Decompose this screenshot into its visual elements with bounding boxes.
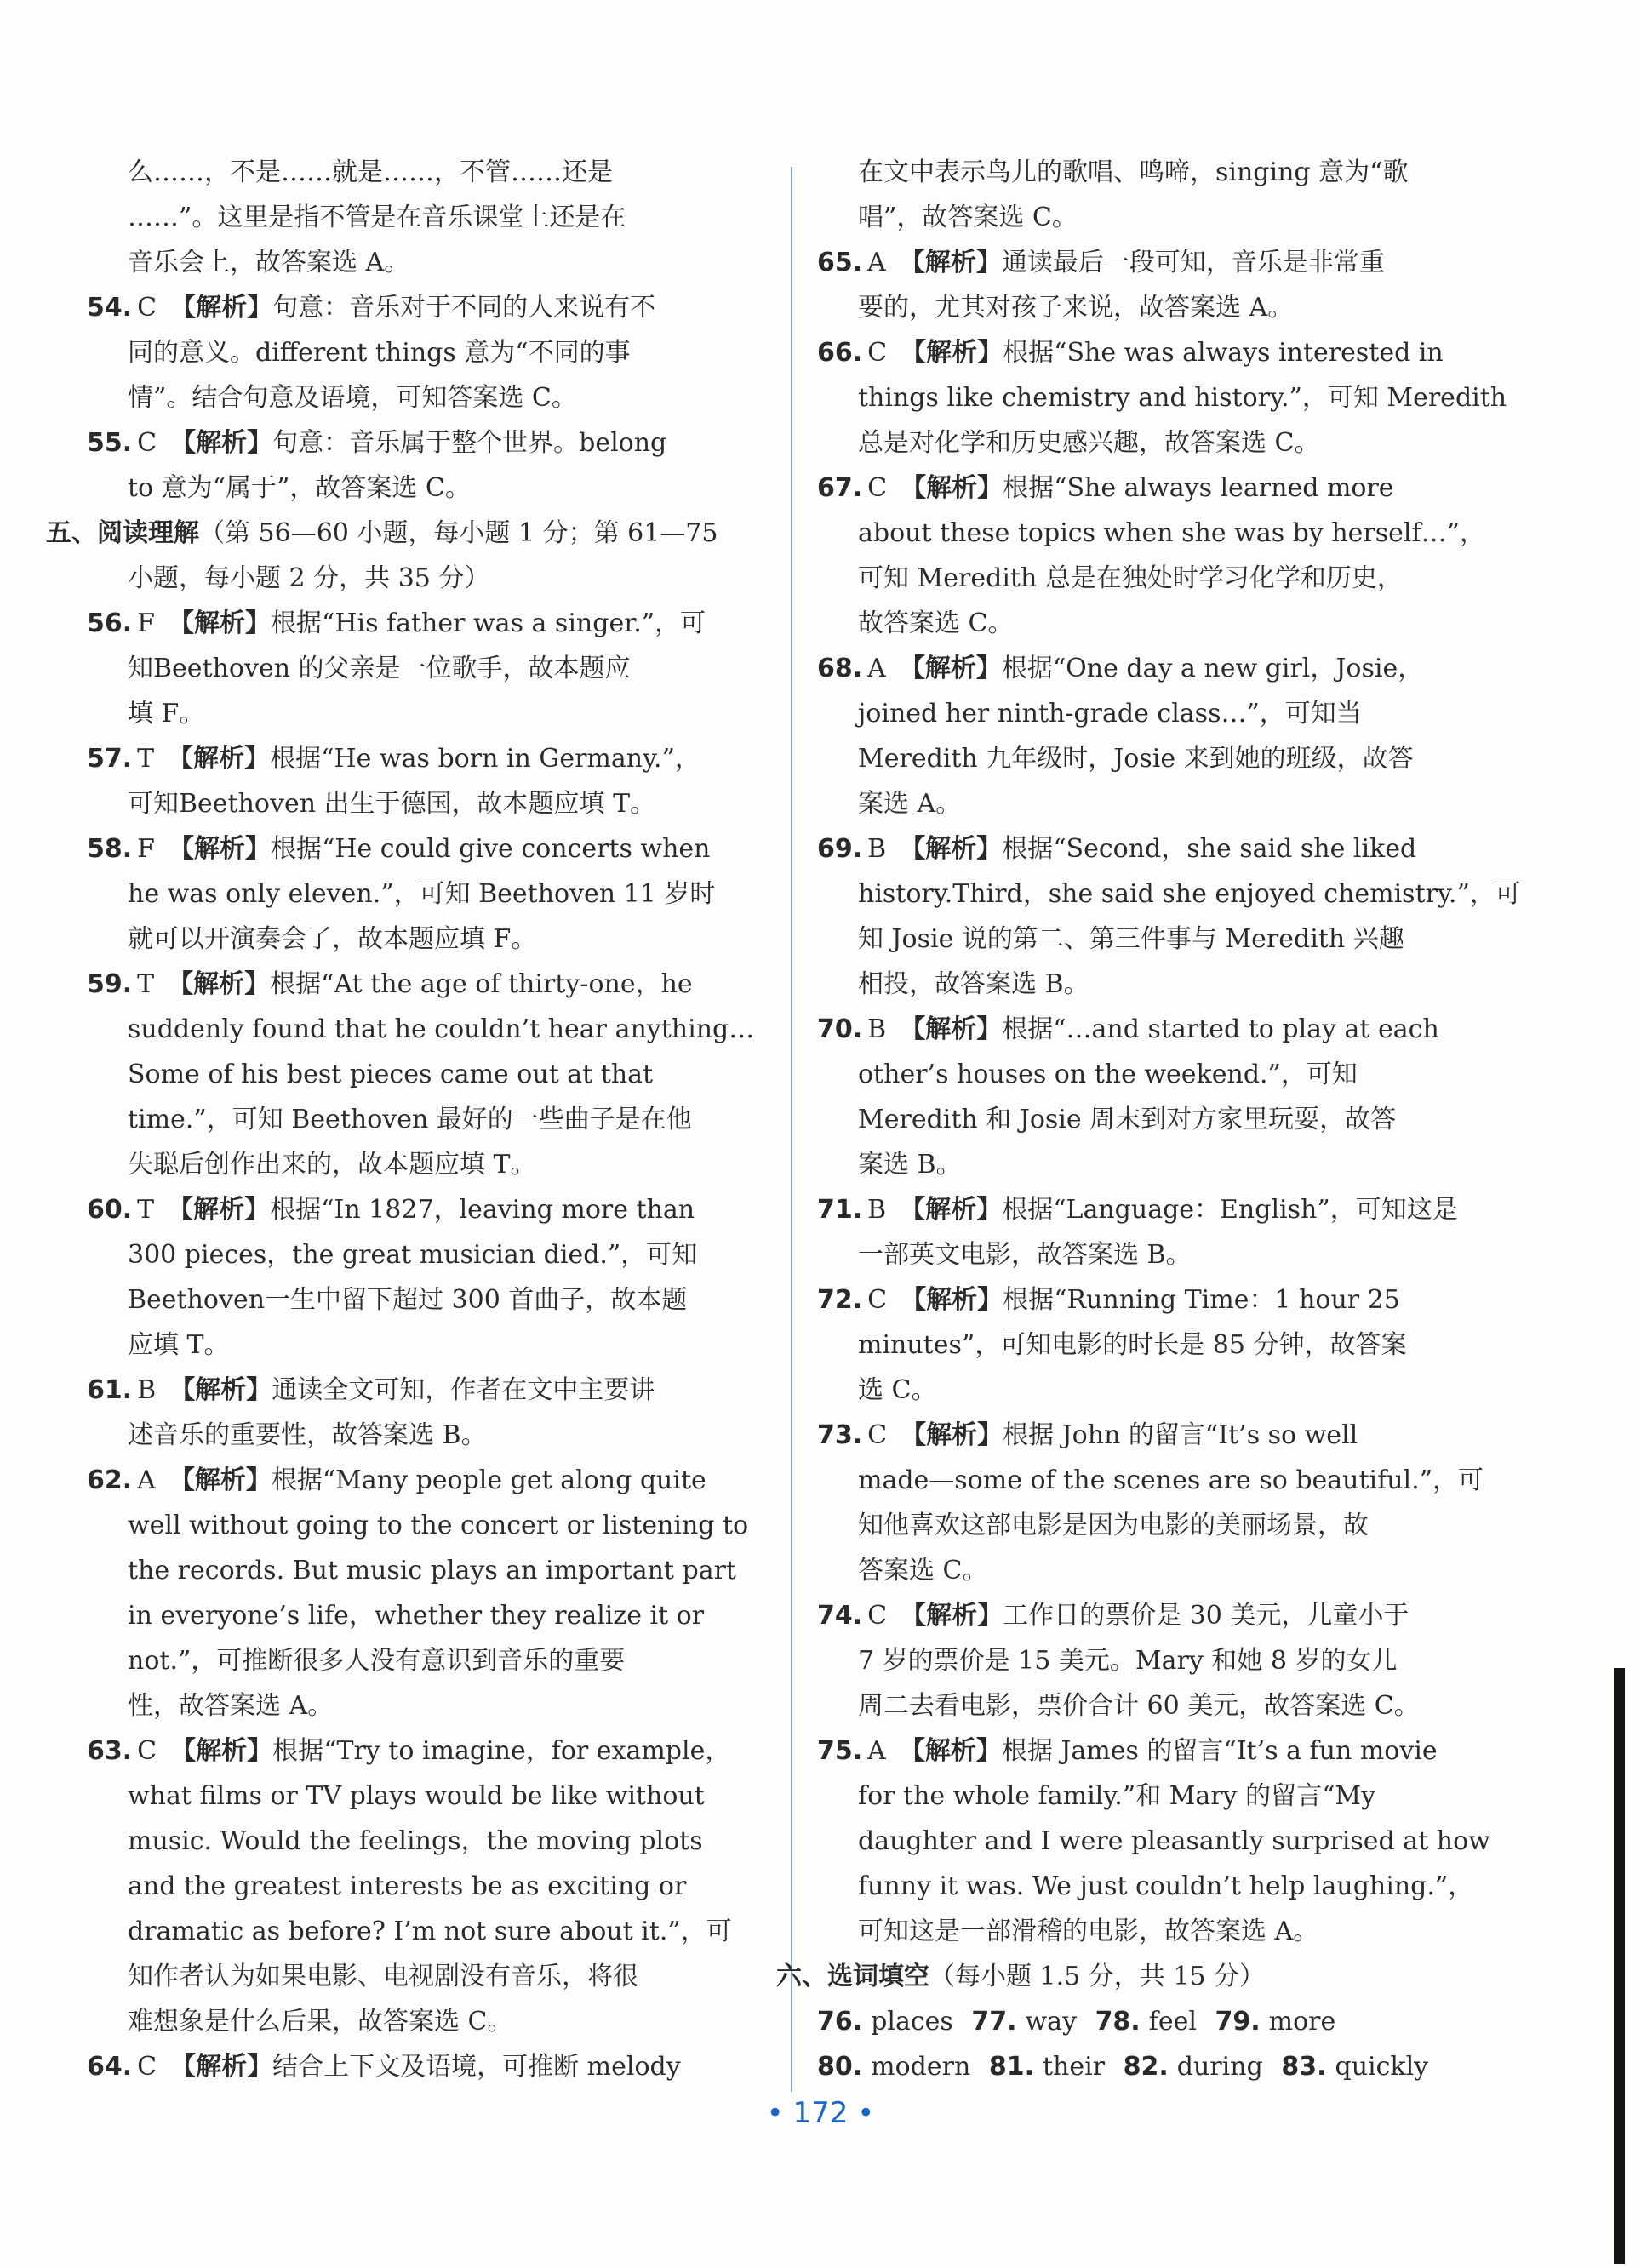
- answer-letter: B: [867, 834, 887, 864]
- text-line: 同的意义。different things 意为“不同的事: [128, 338, 631, 368]
- answer-item: [817, 1413, 1484, 1593]
- analysis-tag: 【解析】: [168, 969, 271, 999]
- text-line: 在文中表示鸟儿的歌唱、鸣啼，singing 意为“歌: [858, 157, 1409, 187]
- analysis-text: 根据“Language：English”，可知这是: [1002, 1195, 1458, 1225]
- section-title: 五、阅读理解: [46, 518, 199, 548]
- answer-item: [817, 330, 1507, 466]
- vocab-answers-row: [817, 2044, 1454, 2089]
- text-line: to 意为“属于”，故答案选 C。: [128, 473, 471, 503]
- answer-item: [87, 736, 762, 826]
- answer-first-line: [817, 240, 1454, 285]
- text-line: 选 C。: [858, 1375, 937, 1405]
- text-line: 知他喜欢这部电影是因为电影的美丽场景，故: [858, 1511, 1369, 1540]
- item-number: 73.: [817, 1420, 863, 1450]
- analysis-tag: 【解析】: [170, 428, 273, 458]
- item-number: 57.: [87, 744, 133, 774]
- vocab-line: [817, 1999, 1454, 2044]
- answer-item: [817, 466, 1485, 646]
- text-line: 填 F。: [128, 699, 205, 728]
- text-line: Meredith 和 Josie 周末到对方家里玩耍，故答: [858, 1105, 1397, 1134]
- section-first-line: [46, 511, 762, 556]
- bullet-left: •: [766, 2096, 784, 2130]
- vocab-word: during: [1176, 2052, 1263, 2082]
- answer-first-line: [87, 962, 762, 1007]
- text-line: 难想象是什么后果，故答案选 C。: [128, 2007, 513, 2037]
- section-note: （第 56—60 小题，每小题 1 分；第 61—75: [199, 518, 718, 548]
- answer-letter: T: [137, 969, 155, 999]
- answer-first-line: [817, 1413, 1454, 1458]
- analysis-text: 根据“She was always interested in: [1003, 338, 1444, 368]
- text-line: Some of his best pieces came out at that: [128, 1060, 654, 1089]
- text-line: 可知Beethoven 出生于德国，故本题应填 T。: [128, 789, 656, 819]
- answer-letter: A: [867, 248, 886, 277]
- answer-item: [87, 285, 762, 420]
- answer-first-line: [87, 2044, 762, 2089]
- answer-item: [817, 1187, 1458, 1277]
- text-line: 应填 T。: [128, 1330, 230, 1360]
- item-number: 71.: [817, 1195, 863, 1225]
- text-line: 7 岁的票价是 15 美元。Mary 和她 8 岁的女儿: [858, 1646, 1398, 1676]
- answer-letter: A: [137, 1465, 156, 1495]
- vocab-word: quickly: [1335, 2052, 1429, 2082]
- text-line: well without going to the concert or listening to: [128, 1511, 749, 1540]
- answer-first-line: [87, 826, 762, 871]
- text-line: 情”。结合句意及语境，可知答案选 C。: [128, 383, 577, 413]
- answer-letter: C: [137, 2052, 157, 2082]
- text-line: in everyone’s life，whether they realize it or: [128, 1601, 705, 1631]
- analysis-tag: 【解析】: [170, 2052, 273, 2082]
- answer-item: [87, 962, 762, 1187]
- analysis-tag: 【解析】: [900, 834, 1003, 864]
- answer-letter: F: [137, 608, 155, 638]
- text-line: about these topics when she was by herself…”，: [858, 518, 1485, 548]
- vocab-word: places: [871, 2007, 953, 2037]
- text-line: what films or TV plays would be like without: [128, 1781, 705, 1811]
- text-line: 知作者认为如果电影、电视剧没有音乐，将很: [128, 1962, 638, 1991]
- answer-letter: C: [867, 1601, 888, 1631]
- text-line: 答案选 C。: [858, 1556, 988, 1585]
- answer-item: [87, 601, 762, 736]
- answer-item: [817, 240, 1454, 330]
- analysis-text: 根据“He was born in Germany.”，: [270, 744, 700, 774]
- answer-letter: F: [137, 834, 155, 864]
- analysis-tag: 【解析】: [900, 1195, 1003, 1225]
- answer-first-line: [817, 1187, 1458, 1232]
- answer-letter: C: [867, 1285, 888, 1315]
- analysis-text: 句意：音乐对于不同的人来说有不: [272, 293, 656, 323]
- text-line: 案选 B。: [858, 1150, 962, 1180]
- page-number: [0, 2096, 1641, 2130]
- analysis-tag: 【解析】: [170, 293, 273, 323]
- text-line: minutes”，可知电影的时长是 85 分钟，故答案: [858, 1330, 1407, 1360]
- answer-letter: C: [867, 338, 888, 368]
- item-number: 70.: [817, 1014, 863, 1044]
- answer-first-line: [87, 1728, 762, 1774]
- answer-letter: B: [867, 1014, 887, 1044]
- analysis-tag: 【解析】: [899, 654, 1002, 683]
- section-title: 六、选词填空: [776, 1962, 929, 1991]
- item-number: 67.: [817, 473, 863, 503]
- answer-first-line: [817, 1007, 1454, 1052]
- answer-item: [817, 646, 1454, 826]
- vocab-line: [817, 2044, 1454, 2089]
- page-number-value: 172: [792, 2096, 849, 2130]
- answer-first-line: [817, 466, 1454, 511]
- answer-first-line: [817, 1277, 1454, 1323]
- vocab-word: more: [1268, 2007, 1336, 2037]
- answer-first-line: [87, 1368, 762, 1413]
- answer-letter: C: [867, 473, 888, 503]
- answer-item: [87, 1728, 762, 2044]
- text-line: music. Would the feelings，the moving plots: [128, 1826, 703, 1856]
- section-note: （每小题 1.5 分，共 15 分）: [929, 1962, 1266, 1991]
- item-number: 58.: [87, 834, 133, 864]
- text-line: and the greatest interests be as exciting or: [128, 1871, 687, 1901]
- text-line: the records. But music plays an important part: [128, 1556, 736, 1585]
- section-heading: [46, 511, 762, 601]
- vocab-word: their: [1043, 2052, 1106, 2082]
- answer-item: [817, 826, 1521, 1007]
- answer-first-line: [87, 601, 762, 646]
- analysis-tag: 【解析】: [899, 1736, 1002, 1766]
- answer-item: [87, 1187, 762, 1368]
- item-number: 62.: [87, 1465, 133, 1495]
- answer-item: [87, 1368, 762, 1458]
- section-heading: [776, 1954, 1454, 1999]
- answer-item: [817, 1007, 1454, 1187]
- text-line: joined her ninth-grade class…”，可知当: [858, 699, 1362, 728]
- item-number: 74.: [817, 1601, 863, 1631]
- scan-edge-shadow: [1614, 1668, 1625, 2264]
- analysis-text: 结合上下文及语境，可推断 melody: [272, 2052, 681, 2082]
- answer-first-line: [817, 1728, 1454, 1774]
- answer-letter: C: [137, 428, 157, 458]
- answer-letter: A: [867, 1736, 886, 1766]
- analysis-tag: 【解析】: [899, 248, 1002, 277]
- vocab-number: 80.: [817, 2052, 863, 2082]
- text-line: Beethoven一生中留下超过 300 首曲子，故本题: [128, 1285, 688, 1315]
- answer-letter: A: [867, 654, 886, 683]
- analysis-tag: 【解析】: [901, 473, 1003, 503]
- text-line: 可知 Meredith 总是在独处时学习化学和历史，: [858, 563, 1403, 593]
- text-line: 总是对化学和历史感兴趣，故答案选 C。: [858, 428, 1320, 458]
- text-line: 失聪后创作出来的，故本题应填 T。: [128, 1150, 536, 1180]
- analysis-tag: 【解析】: [901, 338, 1003, 368]
- analysis-text: 根据“In 1827，leaving more than: [270, 1195, 695, 1225]
- analysis-text: 工作日的票价是 30 美元，儿童小于: [1003, 1601, 1409, 1631]
- vocab-number: 78.: [1095, 2007, 1141, 2037]
- text-line: 知Beethoven 的父亲是一位歌手，故本题应: [128, 654, 631, 683]
- text-line: 周二去看电影，票价合计 60 美元，故答案选 C。: [858, 1691, 1420, 1721]
- continued-text: [858, 150, 1454, 240]
- item-number: 63.: [87, 1736, 133, 1766]
- vocab-number: 82.: [1123, 2052, 1169, 2082]
- text-line: for the whole family.”和 Mary 的留言“My: [858, 1781, 1376, 1811]
- answer-item: [87, 826, 762, 962]
- analysis-text: 根据“His father was a singer.”，可: [270, 608, 706, 638]
- item-number: 59.: [87, 969, 133, 999]
- analysis-text: 通读最后一段可知，音乐是非常重: [1001, 248, 1385, 277]
- item-number: 68.: [817, 654, 863, 683]
- analysis-text: 根据“One day a new girl，Josie，: [1001, 654, 1424, 683]
- answer-first-line: [87, 285, 762, 330]
- answer-item: [817, 1593, 1454, 1728]
- answer-first-line: [87, 1458, 762, 1503]
- text-line: 一部英文电影，故答案选 B。: [858, 1240, 1192, 1270]
- text-line: 述音乐的重要性，故答案选 B。: [128, 1420, 487, 1450]
- item-number: 75.: [817, 1736, 863, 1766]
- vocab-word: feel: [1148, 2007, 1197, 2037]
- text-line: 相投，故答案选 B。: [858, 969, 1089, 999]
- answer-first-line: [87, 736, 762, 781]
- analysis-text: 根据“Many people get along quite: [271, 1465, 706, 1495]
- section-first-line: [776, 1954, 1454, 1999]
- answer-letter: C: [867, 1420, 888, 1450]
- analysis-tag: 【解析】: [901, 1420, 1003, 1450]
- text-line: 知 Josie 说的第二、第三件事与 Meredith 兴趣: [858, 924, 1404, 954]
- item-number: 56.: [87, 608, 133, 638]
- continued-text: [128, 150, 762, 285]
- item-number: 64.: [87, 2052, 133, 2082]
- text-line: not.”，可推断很多人没有意识到音乐的重要: [128, 1646, 626, 1676]
- answer-letter: B: [867, 1195, 887, 1225]
- answer-item: [87, 420, 762, 511]
- text-line: 唱”，故答案选 C。: [858, 203, 1078, 232]
- vocab-number: 79.: [1215, 2007, 1261, 2037]
- answer-first-line: [87, 420, 762, 466]
- analysis-tag: 【解析】: [901, 1285, 1003, 1315]
- bullet-right: •: [857, 2096, 875, 2130]
- analysis-tag: 【解析】: [170, 1736, 273, 1766]
- analysis-text: 根据“She always learned more: [1003, 473, 1394, 503]
- text-line: daughter and I were pleasantly surprised at how: [858, 1826, 1490, 1856]
- analysis-text: 根据“…and started to play at each: [1002, 1014, 1439, 1044]
- analysis-text: 句意：音乐属于整个世界。belong: [272, 428, 667, 458]
- answer-first-line: [817, 1593, 1454, 1638]
- analysis-text: 根据 James 的留言“It’s a fun movie: [1001, 1736, 1438, 1766]
- analysis-tag: 【解析】: [168, 744, 271, 774]
- answer-letter: B: [137, 1375, 157, 1405]
- text-line: suddenly found that he couldn’t hear anything…: [128, 1014, 755, 1044]
- text-line: Meredith 九年级时，Josie 来到她的班级，故答: [858, 744, 1414, 774]
- text-line: 么……，不是……就是……，不管……还是: [128, 157, 613, 187]
- item-number: 60.: [87, 1195, 133, 1225]
- text-line: 音乐会上，故答案选 A。: [128, 248, 410, 277]
- answer-first-line: [87, 1187, 762, 1232]
- text-line: things like chemistry and history.”，可知 Meredith: [858, 383, 1507, 413]
- text-line: 要的，尤其对孩子来说，故答案选 A。: [858, 293, 1294, 323]
- text-line: ……”。这里是指不管是在音乐课堂上还是在: [128, 203, 626, 232]
- item-number: 65.: [817, 248, 863, 277]
- vocab-number: 83.: [1281, 2052, 1327, 2082]
- text-line: he was only eleven.”，可知 Beethoven 11 岁时: [128, 879, 716, 909]
- analysis-tag: 【解析】: [169, 1465, 272, 1495]
- analysis-text: 根据“He could give concerts when: [270, 834, 711, 864]
- analysis-text: 根据“At the age of thirty-one，he: [270, 969, 693, 999]
- text-line: time.”，可知 Beethoven 最好的一些曲子是在他: [128, 1105, 692, 1134]
- text-line: other’s houses on the weekend.”，可知: [858, 1060, 1358, 1089]
- text-line: 故答案选 C。: [858, 608, 1014, 638]
- text-line: 性，故答案选 A。: [128, 1691, 334, 1721]
- vocab-number: 76.: [817, 2007, 863, 2037]
- answer-letter: T: [137, 744, 155, 774]
- text-line: history.Third，she said she enjoyed chemistry.”，可: [858, 879, 1521, 909]
- text-line: 可知这是一部滑稽的电影，故答案选 A。: [858, 1917, 1319, 1946]
- analysis-text: 根据“Running Time：1 hour 25: [1003, 1285, 1400, 1315]
- item-number: 55.: [87, 428, 133, 458]
- text-line: funny it was. We just couldn’t help laughing.”，: [858, 1871, 1474, 1901]
- analysis-text: 通读全文可知，作者在文中主要讲: [272, 1375, 655, 1405]
- vocab-number: 77.: [971, 2007, 1017, 2037]
- analysis-tag: 【解析】: [900, 1014, 1003, 1044]
- analysis-text: 根据“Try to imagine，for example，: [272, 1736, 731, 1766]
- item-number: 54.: [87, 293, 133, 323]
- vocab-word: modern: [871, 2052, 971, 2082]
- text-line: 案选 A。: [858, 789, 962, 819]
- column-divider: [791, 167, 792, 2092]
- answer-first-line: [817, 330, 1454, 375]
- answer-letter: C: [137, 1736, 157, 1766]
- vocab-word: way: [1025, 2007, 1078, 2037]
- answer-letter: C: [137, 293, 157, 323]
- answer-item: [87, 2044, 762, 2089]
- item-number: 61.: [87, 1375, 133, 1405]
- text-line: made—some of the scenes are so beautiful.”，可: [858, 1465, 1484, 1495]
- item-number: 69.: [817, 834, 863, 864]
- analysis-tag: 【解析】: [901, 1601, 1003, 1631]
- answer-first-line: [817, 826, 1454, 871]
- text-line: 小题，每小题 2 分，共 35 分）: [128, 563, 490, 593]
- text-line: 就可以开演奏会了，故本题应填 F。: [128, 924, 537, 954]
- item-number: 66.: [817, 338, 863, 368]
- analysis-text: 根据 John 的留言“It’s so well: [1003, 1420, 1358, 1450]
- vocab-number: 81.: [988, 2052, 1034, 2082]
- text-line: dramatic as before? I’m not sure about it.”，可: [128, 1917, 732, 1946]
- answer-item: [817, 1728, 1490, 1954]
- analysis-text: 根据“Second，she said she liked: [1002, 834, 1417, 864]
- answer-item: [817, 1277, 1454, 1413]
- item-number: 72.: [817, 1285, 863, 1315]
- analysis-tag: 【解析】: [168, 834, 271, 864]
- answer-first-line: [817, 646, 1454, 691]
- left-column: [46, 150, 762, 2089]
- vocab-answers-row: [817, 1999, 1454, 2044]
- answer-letter: T: [137, 1195, 155, 1225]
- text-line: 300 pieces，the great musician died.”，可知: [128, 1240, 698, 1270]
- analysis-tag: 【解析】: [169, 1375, 272, 1405]
- answer-item: [87, 1458, 762, 1728]
- right-column: [776, 150, 1521, 2089]
- analysis-tag: 【解析】: [168, 1195, 271, 1225]
- analysis-tag: 【解析】: [168, 608, 271, 638]
